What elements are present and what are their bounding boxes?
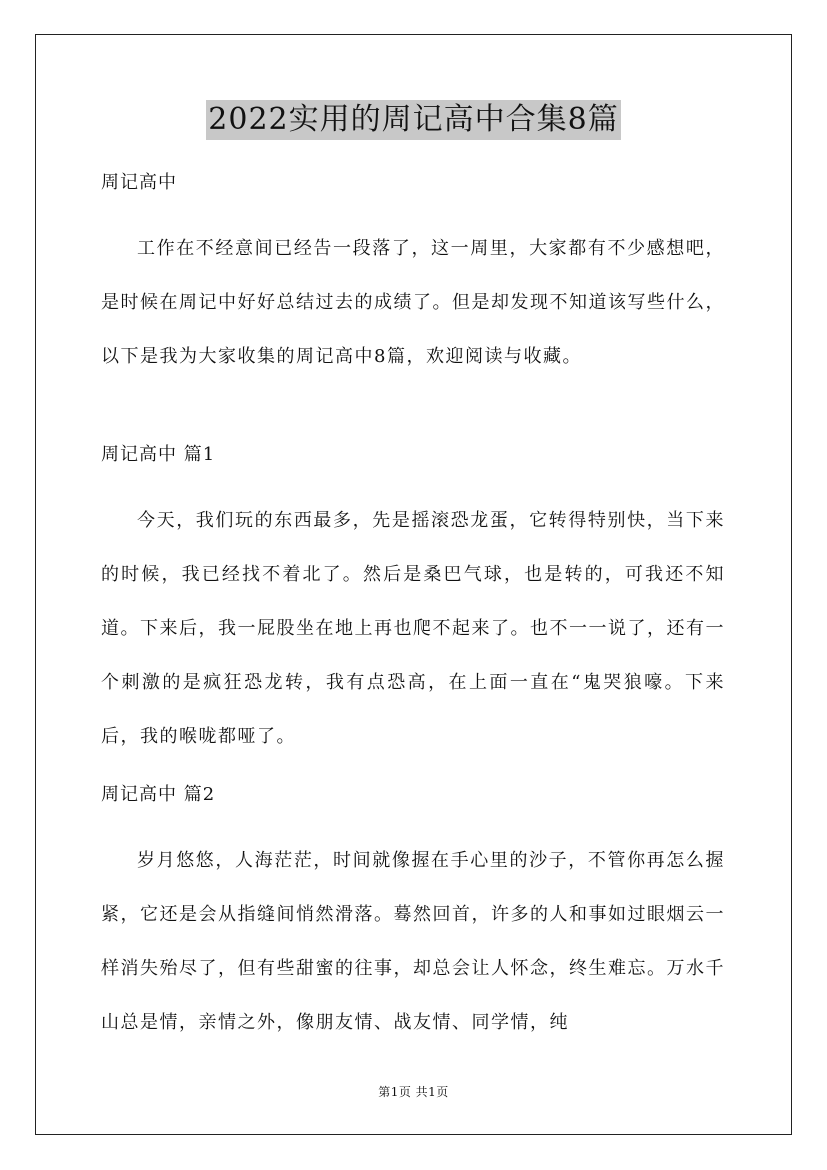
section-paragraph: 工作在不经意间已经告一段落了，这一周里，大家都有不少感想吧，是时候在周记中好好总结过去的成绩了。但是却发现不知道该写些什么，以下是我为大家收集的周记高中8篇，欢迎阅读与收藏。 bbox=[101, 238, 725, 367]
section-heading: 周记高中 篇1 bbox=[101, 444, 216, 465]
section-paragraph: 岁月悠悠，人海茫茫，时间就像握在手心里的沙子，不管你再怎么握紧，它还是会从指缝间悄然滑落。蓦然回首，许多的人和事如过眼烟云一样消失殆尽了，但有些甜蜜的往事，却总会让人怀念，终生难忘。万水千山总是情，亲情之外，像朋友情、战友情、同学情，纯 bbox=[101, 850, 725, 1033]
page-number-footer: 第1页 共1页 bbox=[378, 1085, 449, 1099]
document-body bbox=[101, 172, 725, 1050]
document-title: 2022实用的周记高中合集8篇 bbox=[206, 100, 620, 140]
section-heading: 周记高中 bbox=[101, 172, 177, 193]
section-heading: 周记高中 篇2 bbox=[101, 784, 216, 805]
title-container bbox=[0, 100, 827, 140]
section-paragraph: 今天，我们玩的东西最多，先是摇滚恐龙蛋，它转得特别快，当下来的时候，我已经找不着北了。然后是桑巴气球，也是转的，可我还不知道。下来后，我一屁股坐在地上再也爬不起来了。也不一一说了，还有一个刺激的是疯狂恐龙转，我有点恐高，在上面一直在“鬼哭狼嚎。下来后，我的喉咙都哑了。 bbox=[101, 510, 725, 747]
